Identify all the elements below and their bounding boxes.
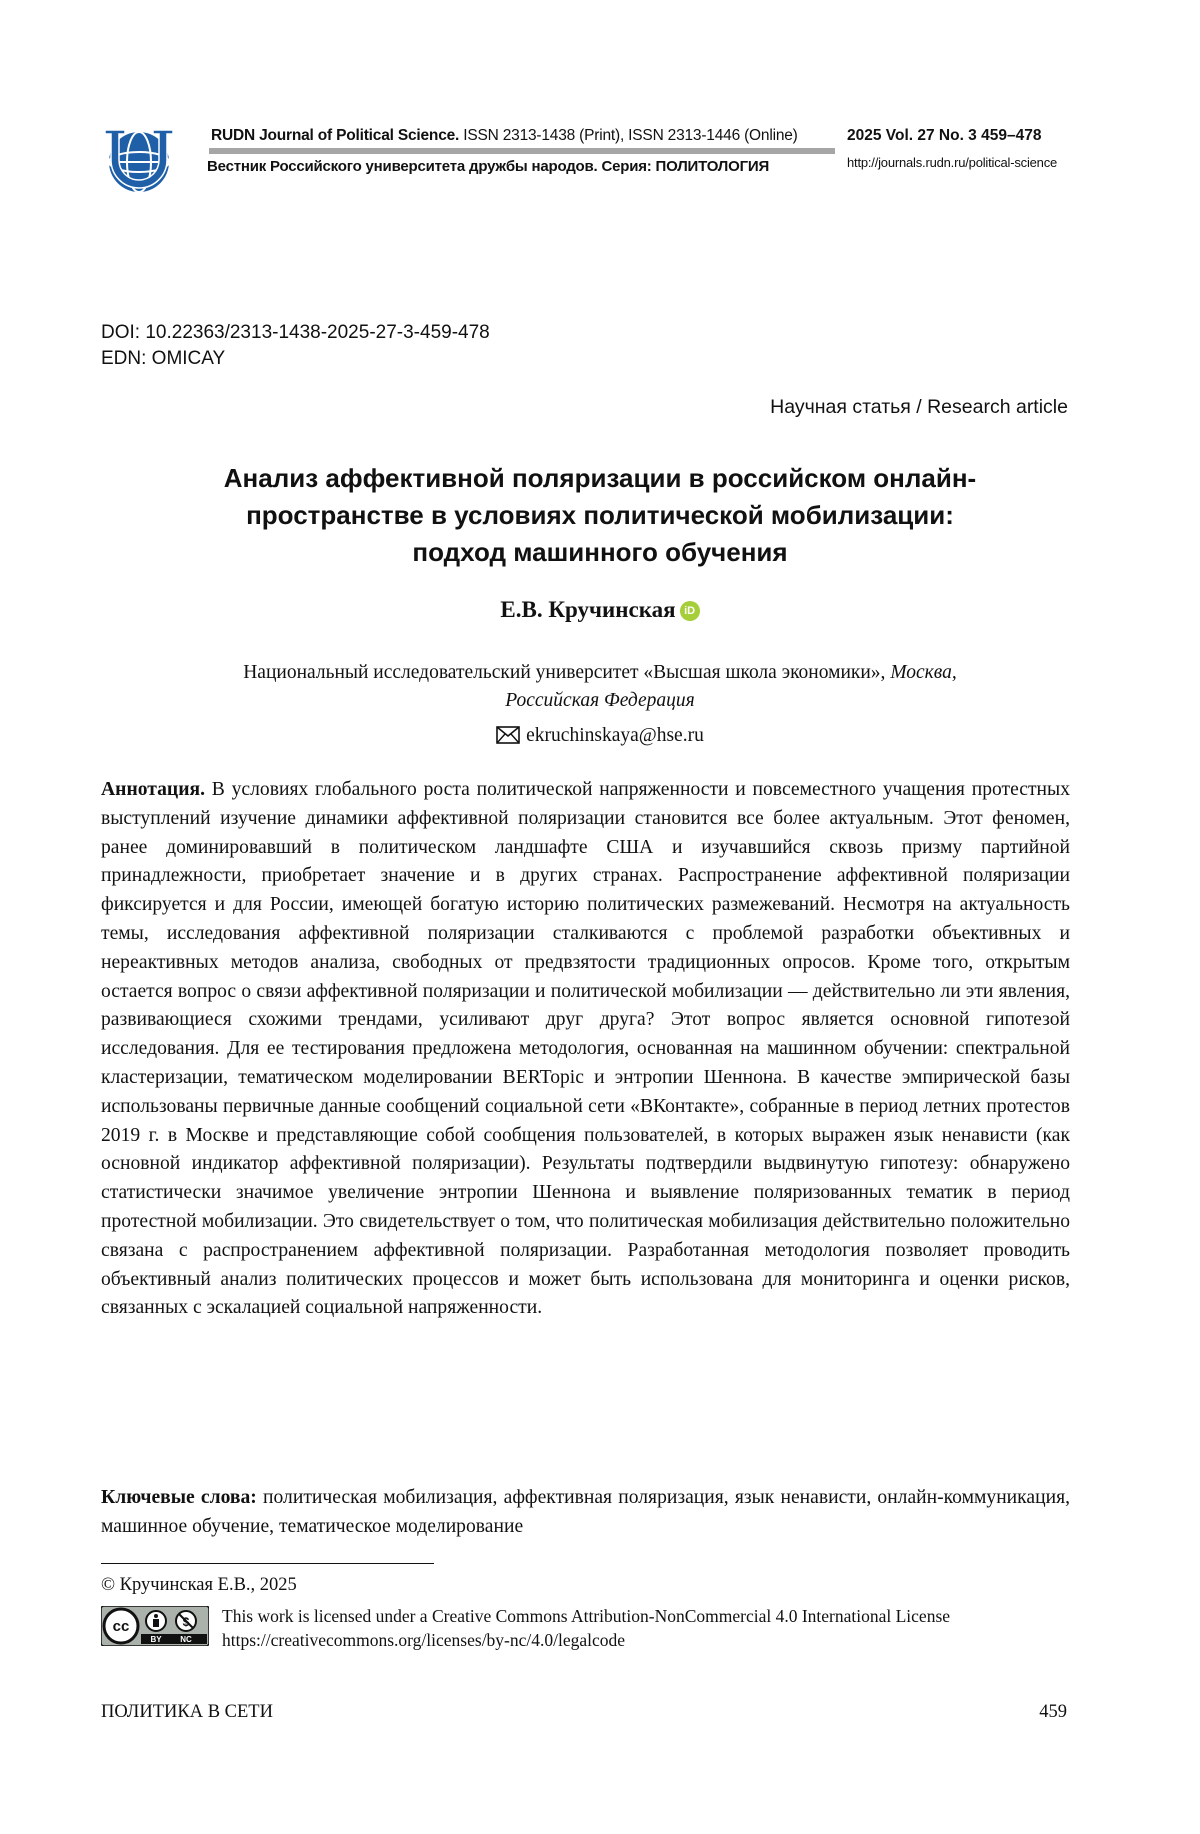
envelope-icon (496, 726, 520, 744)
journal-url[interactable]: http://journals.rudn.ru/political-science (847, 155, 1057, 170)
copyright: © Кручинская Е.В., 2025 (101, 1575, 297, 1596)
license-text (222, 1604, 950, 1652)
keywords (101, 1484, 1070, 1542)
issue-info: 2025 Vol. 27 No. 3 459–478 (847, 127, 1041, 145)
abstract-text: В условиях глобального роста политической напряженности и повсеместного учащения протестных выступлений изучение динамики аффективной поляризации становится все более актуальным. Этот феномен, ранее доминировавший в политическом ландшафте США и изучавшийся сквозь призму партийной принадлежности, приобретает значение и в других странах. Распространение аффективной поляризации фиксируется и для России, имеющей богатую историю политических размежеваний. Несмотря на актуальность темы, исследования аффективной поляризации сталкиваются с проблемой разработки объективных и нереактивных методов анализа, свободных от предвзятости традиционных опросов. Кроме того, открытым остается вопрос о связи аффективной поляризации и политической мобилизации — действительно ли эти явления, развивающиеся схожими трендами, усиливают друг друга? Этот вопрос является основной гипотезой исследования. Для ее тестирования предложена методология, основанная на машинном обучении: спектральной кластеризации, тематическом моделировании BERTopic и энтропии Шеннона. В качестве эмпирической базы использованы первичные данные сообщений социальной сети «ВКонтакте», собранные в период летних протестов 2019 г. в Москве и представляющие собой сообщения пользователей, в которых выражен язык ненависти (как основной индикатор аффективной поляризации). Результаты подтвердили выдвинутую гипотезу: обнаружено статистически значимое увеличение энтропии Шеннона и выявление поляризованных тематик в период протестной мобилизации. Это свидетельствует о том, что политическая мобилизация действительно положительно связана с распространением аффективной поляризации. Разработанная методология позволяет проводить объективный анализ политических процессов и может быть использована для мониторинга и оценки рисков, связанных с эскалацией социальной напряженности. (101, 779, 1070, 1318)
affiliation: Национальный исследовательский университет «Высшая школа экономики», Москва, Российская Федерация (100, 659, 1100, 715)
keywords-text: политическая мобилизация, аффективная поляризация, язык ненависти, онлайн-коммуникация, машинное обучение, тематическое моделирование (101, 1487, 1070, 1537)
abstract (101, 776, 1070, 1323)
footnote-divider (101, 1563, 434, 1564)
author-email (0, 725, 1200, 747)
article-title: Анализ аффективной поляризации в российском онлайн- пространстве в условиях политической мобилизации: подход машинного обучения (100, 460, 1100, 571)
header-rule (209, 148, 835, 154)
license-url[interactable]: https://creativecommons.org/licenses/by-nc/4.0/legalcode (222, 1628, 950, 1652)
footer-section: ПОЛИТИКА В СЕТИ (101, 1702, 273, 1723)
svg-text:NC: NC (180, 1635, 192, 1644)
cc-by-nc-license-icon[interactable] (101, 1606, 209, 1646)
edn: EDN: OMICAY (101, 346, 490, 372)
doi[interactable]: DOI: 10.22363/2313-1438-2025-27-3-459-478 (101, 320, 490, 346)
svg-text:BY: BY (150, 1635, 162, 1644)
page-number: 459 (1039, 1702, 1067, 1723)
doi-block (101, 320, 490, 372)
abstract-label: Аннотация. (101, 779, 205, 800)
article-type: Научная статья / Research article (770, 396, 1068, 419)
author (0, 597, 1200, 623)
journal-title-en: RUDN Journal of Political Science. ISSN 2313-1438 (Print), ISSN 2313-1446 (Online) (211, 127, 798, 145)
orcid-icon[interactable]: iD (680, 601, 700, 621)
author-name: Е.В. Кручинская (500, 597, 675, 622)
journal-title-ru: Вестник Российского университета дружбы народов. Серия: ПОЛИТОЛОГИЯ (207, 158, 769, 175)
email-link[interactable]: ekruchinskaya@hse.ru (526, 725, 704, 746)
svg-text:cc: cc (113, 1618, 130, 1635)
journal-logo-icon (97, 124, 181, 196)
keywords-label: Ключевые слова: (101, 1487, 257, 1508)
license-statement: This work is licensed under a Creative Commons Attribution-NonCommercial 4.0 International License (222, 1604, 950, 1628)
paper-page (0, 0, 1200, 1834)
